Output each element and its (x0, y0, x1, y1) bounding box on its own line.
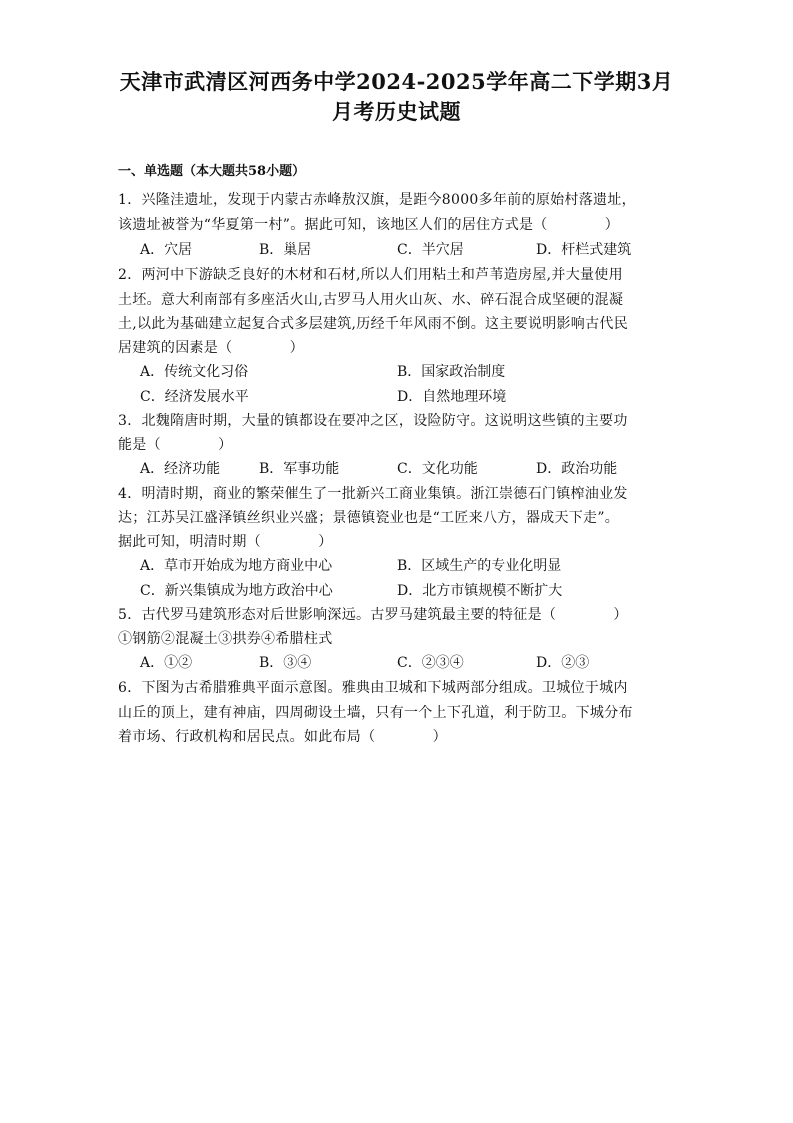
question-5-option-d: D．②③ (536, 655, 590, 671)
question-4-line-3: 据此可知，明清时期（ ） (118, 534, 333, 550)
question-3-option-c: C．文化功能 (397, 461, 478, 477)
question-2-option-c: C．经济发展水平 (140, 389, 249, 405)
question-3-line-2: 能是（ ） (118, 437, 233, 453)
question-5-option-a: A．①② (140, 655, 193, 671)
question-1-option-b: B．巢居 (259, 242, 312, 258)
question-3-option-d: D．政治功能 (536, 461, 618, 477)
question-1-option-a: A．穴居 (140, 242, 193, 258)
document-title-line-1: 天津市武清区河西务中学2024-2025学年高二下学期3月 (119, 69, 674, 94)
question-1-line-1: 1．兴隆洼遗址，发现于内蒙古赤峰敖汉旗，是距今8000多年前的原始村落遗址， (118, 192, 636, 208)
question-6-line-2: 山丘的顶上，建有神庙，四周砌设土墙，只有一个上下孔道，利于防卫。下城分布 (118, 705, 633, 721)
question-2-option-a: A．传统文化习俗 (140, 364, 249, 380)
question-4-option-c: C．新兴集镇成为地方政治中心 (140, 583, 333, 599)
question-5-option-c: C．②③④ (397, 655, 464, 671)
question-4-option-b: B．区域生产的专业化明显 (397, 558, 562, 574)
question-5-option-b: B．③④ (259, 655, 312, 671)
question-3-option-b: B．军事功能 (259, 461, 340, 477)
section-heading: 一、单选题（本大题共58小题） (118, 164, 306, 179)
question-6-line-1: 6．下图为古希腊雅典平面示意图。雅典由卫城和下城两部分组成。卫城位于城内 (118, 680, 628, 696)
question-4-option-d: D．北方市镇规模不断扩大 (397, 583, 563, 599)
question-4-line-2: 达；江苏吴江盛泽镇丝织业兴盛；景德镇瓷业也是“工匠来八方，器成天下走”。 (118, 510, 620, 526)
question-4-option-a: A．草市开始成为地方商业中心 (140, 558, 333, 574)
question-1-option-c: C．半穴居 (397, 242, 464, 258)
question-2-option-d: D．自然地理环境 (397, 389, 507, 405)
question-4-line-1: 4．明清时期，商业的繁荣催生了一批新兴工商业集镇。浙江崇德石门镇榨油业发 (118, 486, 628, 502)
question-3-line-1: 3．北魏隋唐时期，大量的镇都设在要冲之区，设险防守。这说明这些镇的主要功 (118, 413, 628, 429)
question-2-line-1: 2．两河中下游缺乏良好的木材和石材,所以人们用粘土和芦苇造房屋,并大量使用 (118, 267, 623, 283)
question-6-line-3: 着市场、行政机构和居民点。如此布局（ ） (118, 729, 447, 745)
document-title-line-2: 月考历史试题 (332, 99, 461, 124)
question-2-line-4: 居建筑的因素是（ ） (118, 340, 304, 356)
question-1-option-d: D．杆栏式建筑 (536, 242, 632, 258)
question-2-line-2: 土坯。意大利南部有多座活火山,古罗马人用火山灰、水、碎石混合成坚硬的混凝 (118, 292, 624, 308)
question-2-line-3: 土,以此为基础建立起复合式多层建筑,历经千年风雨不倒。这主要说明影响古代民 (118, 316, 628, 332)
question-5-line-1: 5．古代罗马建筑形态对后世影响深远。古罗马建筑最主要的特征是（ ） (118, 607, 628, 623)
question-1-line-2: 该遗址被誉为“华夏第一村”。据此可知，该地区人们的居住方式是（ ） (118, 217, 620, 233)
question-2-option-b: B．国家政治制度 (397, 364, 506, 380)
question-5-line-2: ①钢筋②混凝土③拱券④希腊柱式 (118, 631, 333, 647)
question-3-option-a: A．经济功能 (140, 461, 221, 477)
